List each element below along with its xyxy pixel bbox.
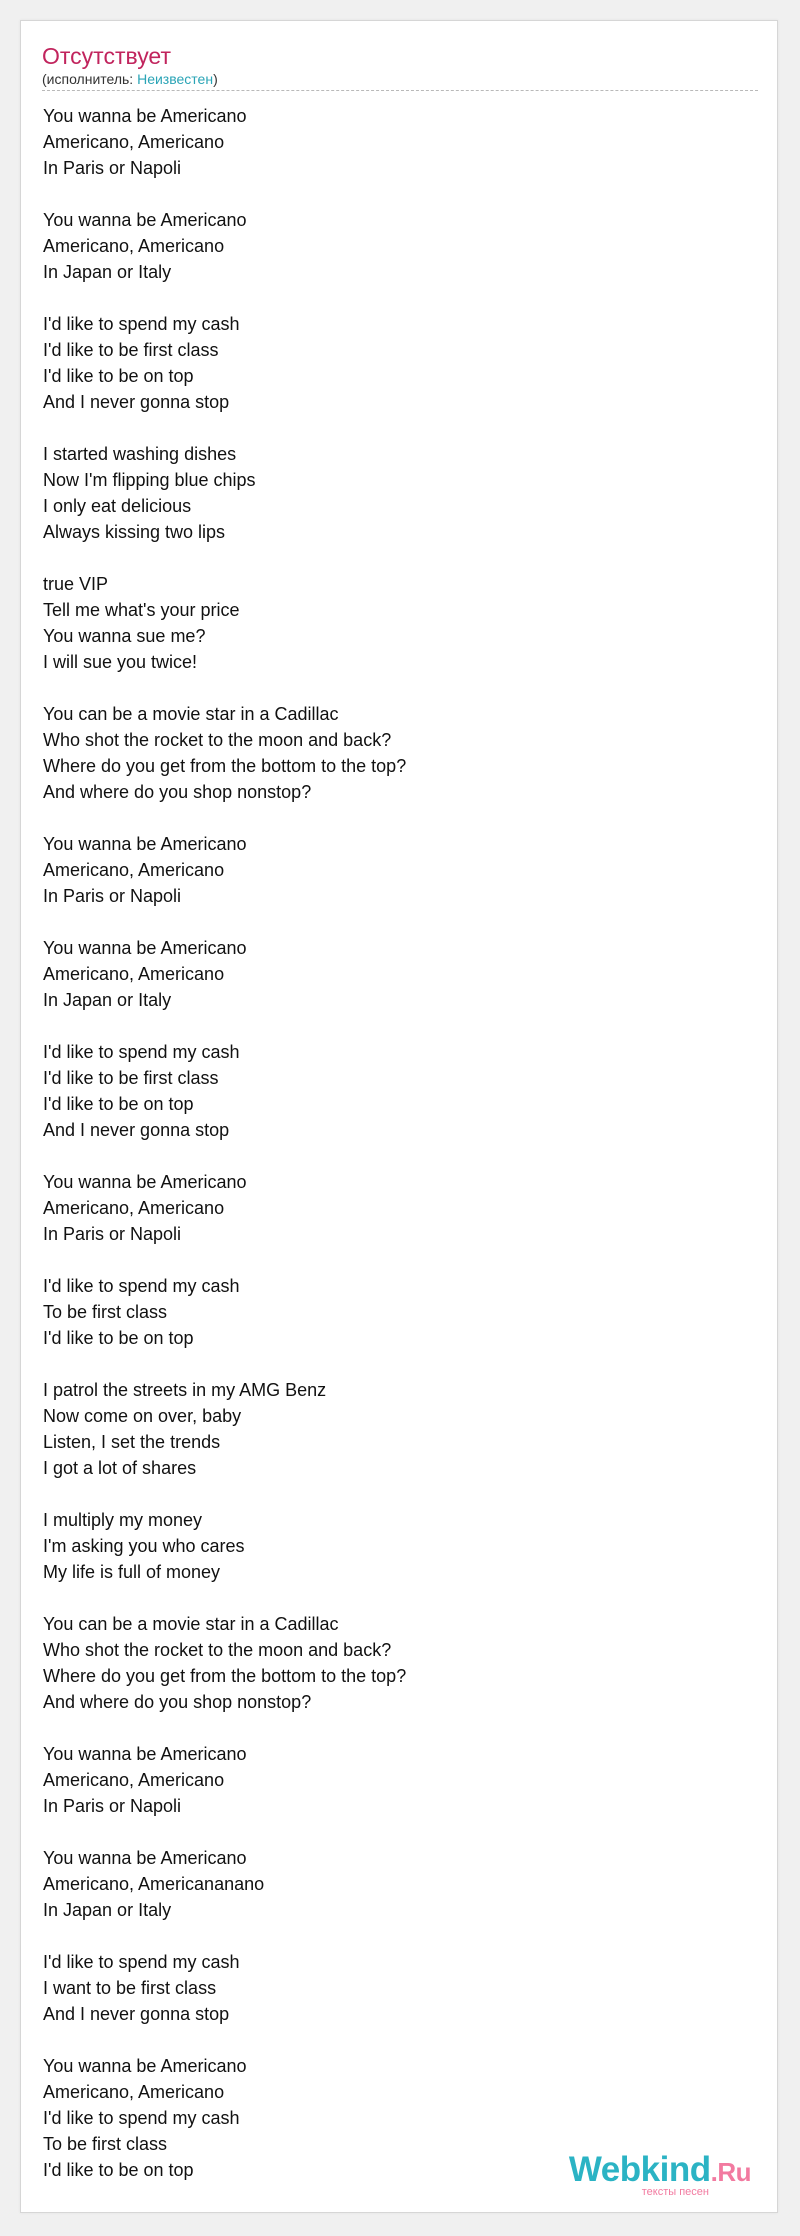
lyrics-stanza [43, 831, 743, 909]
lyric-line: I'd like to spend my cash [43, 2108, 240, 2128]
lyrics-stanza [43, 1611, 743, 1715]
lyric-line: Americano, Americananano [43, 1874, 265, 1894]
lyric-line: To be first class [43, 2134, 168, 2154]
lyric-line: My life is full of money [43, 1562, 221, 1582]
lyric-line: Americano, Americano [43, 132, 225, 152]
lyric-line: You wanna be Americano [43, 834, 247, 854]
lyric-line: And I never gonna stop [43, 392, 230, 412]
lyric-line: You can be a movie star in a Cadillac [43, 1614, 339, 1634]
lyrics-stanza [43, 1377, 743, 1481]
lyrics-stanza [43, 1741, 743, 1819]
lyrics-stanza [43, 103, 743, 181]
lyric-line: Always kissing two lips [43, 522, 226, 542]
lyric-line: Tell me what's your price [43, 600, 240, 620]
lyric-line: I'd like to spend my cash [43, 314, 240, 334]
lyric-line: I'd like to be on top [43, 1328, 194, 1348]
lyric-line: In Japan or Italy [43, 990, 172, 1010]
lyric-line: You wanna be Americano [43, 210, 247, 230]
lyrics-stanza [43, 1507, 743, 1585]
lyric-line: You can be a movie star in a Cadillac [43, 704, 339, 724]
lyrics-stanza [43, 441, 743, 545]
lyric-line: You wanna be Americano [43, 2056, 247, 2076]
lyric-line: Where do you get from the bottom to the top? [43, 1666, 407, 1686]
lyric-line: You wanna be Americano [43, 1848, 247, 1868]
lyric-line: I patrol the streets in my AMG Benz [43, 1380, 327, 1400]
lyric-line: And where do you shop nonstop? [43, 782, 312, 802]
lyric-line: I'm asking you who cares [43, 1536, 245, 1556]
lyric-line: Now come on over, baby [43, 1406, 242, 1426]
lyric-line: I only eat delicious [43, 496, 192, 516]
lyric-line: You wanna be Americano [43, 938, 247, 958]
lyric-line: I'd like to spend my cash [43, 1276, 240, 1296]
lyric-line: I want to be first class [43, 1978, 217, 1998]
lyric-line: Now I'm flipping blue chips [43, 470, 256, 490]
lyrics-stanza [43, 207, 743, 285]
lyric-line: I got a lot of shares [43, 1458, 197, 1478]
logo-tld: .Ru [710, 2157, 751, 2187]
song-title: Отсутствует [42, 43, 171, 69]
lyric-line: I will sue you twice! [43, 652, 198, 672]
logo-wordmark [569, 2152, 751, 2190]
artist-link[interactable]: Неизвестен [137, 71, 214, 87]
lyrics-stanza [43, 701, 743, 805]
lyric-line: In Japan or Italy [43, 262, 172, 282]
artist-byline [42, 70, 758, 88]
lyric-line: You wanna be Americano [43, 106, 247, 126]
lyric-line: Americano, Americano [43, 236, 225, 256]
lyrics-stanza [43, 1169, 743, 1247]
site-logo[interactable] [569, 2152, 751, 2198]
logo-tagline: тексты песен [641, 2186, 709, 2198]
lyric-line: In Paris or Napoli [43, 1796, 182, 1816]
lyric-line: And I never gonna stop [43, 1120, 230, 1140]
lyric-line: In Paris or Napoli [43, 886, 182, 906]
lyrics-stanza [43, 1273, 743, 1351]
lyric-line: You wanna sue me? [43, 626, 206, 646]
lyrics-stanza [43, 1949, 743, 2027]
lyric-line: In Paris or Napoli [43, 158, 182, 178]
lyric-line: Americano, Americano [43, 1770, 225, 1790]
lyric-line: In Paris or Napoli [43, 1224, 182, 1244]
lyrics-card [20, 20, 778, 2213]
lyrics-stanza [43, 571, 743, 675]
lyric-line: I multiply my money [43, 1510, 203, 1530]
lyric-line: In Japan or Italy [43, 1900, 172, 1920]
byline-suffix: ) [213, 71, 218, 87]
lyric-line: Who shot the rocket to the moon and back? [43, 730, 392, 750]
lyric-line: And where do you shop nonstop? [43, 1692, 312, 1712]
lyrics-stanza [43, 311, 743, 415]
lyric-line: Americano, Americano [43, 1198, 225, 1218]
lyric-line: I'd like to spend my cash [43, 1042, 240, 1062]
lyrics-body [43, 103, 743, 2183]
lyric-line: I'd like to be first class [43, 340, 219, 360]
lyric-line: To be first class [43, 1302, 168, 1322]
song-header [42, 42, 758, 91]
lyrics-stanza [43, 1039, 743, 1143]
lyric-line: I'd like to be on top [43, 1094, 194, 1114]
logo-brand: Webkind [568, 2150, 711, 2189]
lyric-line: I'd like to be on top [43, 2160, 194, 2180]
lyric-line: I started washing dishes [43, 444, 237, 464]
lyric-line: Americano, Americano [43, 2082, 225, 2102]
lyrics-stanza [43, 935, 743, 1013]
lyric-line: I'd like to be on top [43, 366, 194, 386]
lyric-line: You wanna be Americano [43, 1744, 247, 1764]
lyric-line: Who shot the rocket to the moon and back? [43, 1640, 392, 1660]
lyric-line: true VIP [43, 574, 109, 594]
lyric-line: Americano, Americano [43, 860, 225, 880]
lyric-line: Listen, I set the trends [43, 1432, 221, 1452]
lyric-line: Where do you get from the bottom to the top? [43, 756, 407, 776]
lyric-line: And I never gonna stop [43, 2004, 230, 2024]
lyric-line: I'd like to be first class [43, 1068, 219, 1088]
lyrics-stanza [43, 1845, 743, 1923]
lyric-line: I'd like to spend my cash [43, 1952, 240, 1972]
lyric-line: You wanna be Americano [43, 1172, 247, 1192]
byline-prefix: (исполнитель: [42, 71, 138, 87]
lyric-line: Americano, Americano [43, 964, 225, 984]
